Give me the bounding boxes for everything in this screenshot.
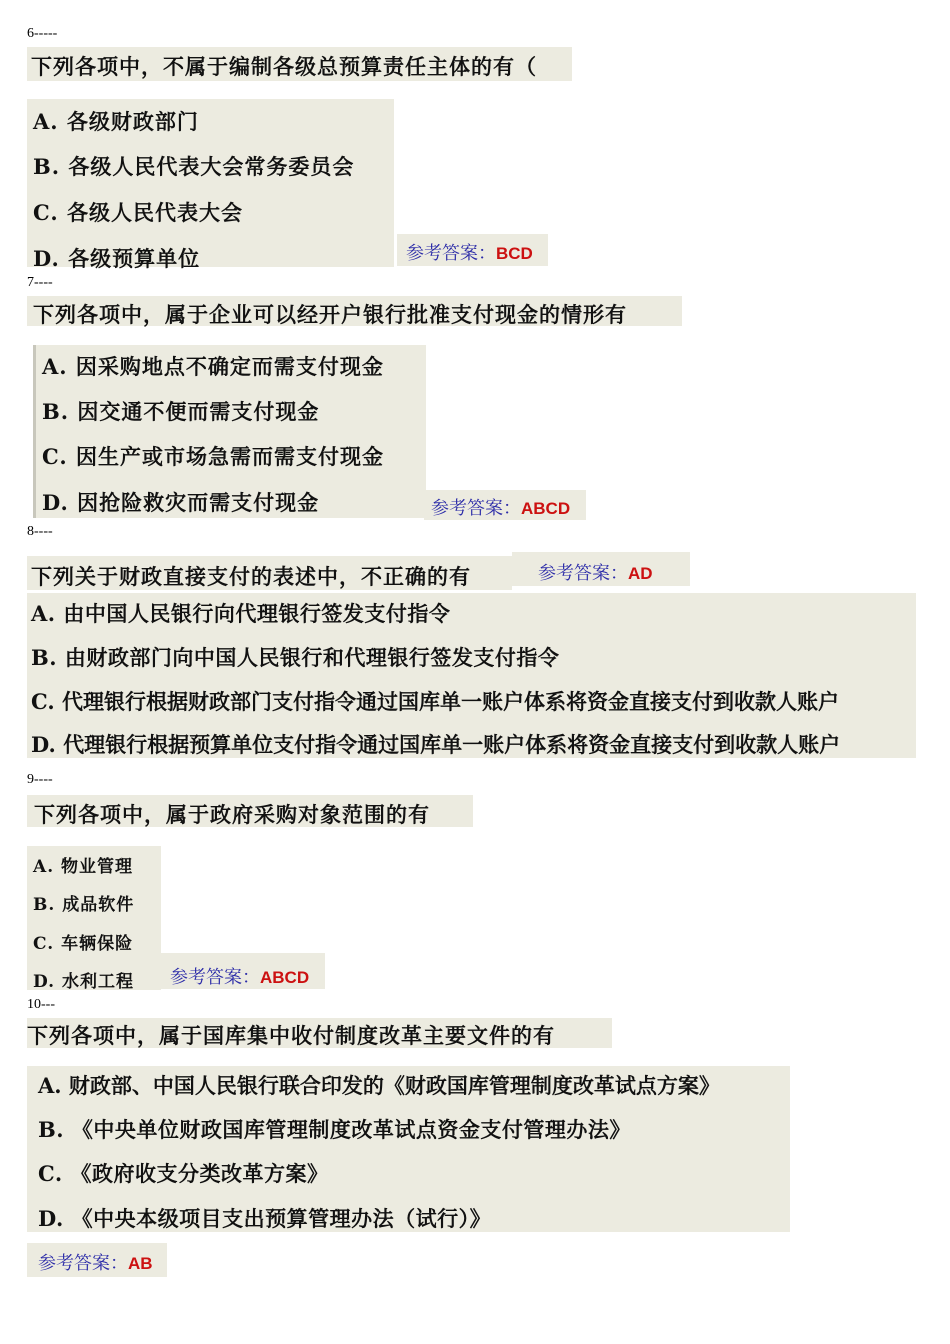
question-8-option-d: D. 代理银行根据预算单位支付指令通过国库单一账户体系将资金直接支付到收款人账户 bbox=[31, 732, 841, 757]
answer-label: 参考答案： bbox=[406, 243, 496, 264]
question-6-stem: 下列各项中，不属于编制各级总预算责任主体的有（ bbox=[31, 54, 537, 79]
question-7-option-c: C. 因生产或市场急需而需支付现金 bbox=[42, 444, 384, 469]
question-7-option-a: A. 因采购地点不确定而需支付现金 bbox=[42, 354, 384, 379]
question-10-option-d: D. 《中央本级项目支出预算管理办法（试行）》 bbox=[38, 1206, 492, 1231]
question-8-answer bbox=[538, 559, 653, 585]
question-10-number: 10--- bbox=[27, 997, 55, 1012]
answer-value: AB bbox=[128, 1254, 153, 1273]
question-7-number: 7---- bbox=[27, 275, 53, 290]
answer-value: AD bbox=[628, 564, 653, 583]
question-6-option-a: A. 各级财政部门 bbox=[33, 109, 199, 134]
question-10-option-c: C. 《政府收支分类改革方案》 bbox=[38, 1161, 329, 1186]
question-9-number: 9---- bbox=[27, 772, 53, 787]
answer-value: BCD bbox=[496, 244, 533, 263]
question-6-option-c: C. 各级人民代表大会 bbox=[33, 200, 243, 225]
question-8-number: 8---- bbox=[27, 524, 53, 539]
question-10-stem: 下列各项中，属于国库集中收付制度改革主要文件的有 bbox=[27, 1023, 555, 1048]
question-6-answer bbox=[406, 239, 533, 265]
answer-value: ABCD bbox=[521, 499, 571, 518]
question-6-option-b: B. 各级人民代表大会常务委员会 bbox=[33, 154, 355, 179]
question-7-stem: 下列各项中，属于企业可以经开户银行批准支付现金的情形有 bbox=[33, 302, 627, 327]
question-9-stem: 下列各项中，属于政府采购对象范围的有 bbox=[34, 802, 430, 827]
question-9-option-b: B. 成品软件 bbox=[33, 895, 135, 915]
question-8-stem: 下列关于财政直接支付的表述中，不正确的有 bbox=[31, 564, 471, 589]
question-9-option-c: C. 车辆保险 bbox=[33, 934, 134, 954]
question-8-option-c: C. 代理银行根据财政部门支付指令通过国库单一账户体系将资金直接支付到收款人账户 bbox=[31, 689, 839, 714]
question-8-option-a: A. 由中国人民银行向代理银行签发支付指令 bbox=[31, 601, 451, 626]
question-6-number: 6----- bbox=[27, 26, 58, 41]
answer-value: ABCD bbox=[260, 968, 310, 987]
question-10-answer bbox=[38, 1249, 153, 1275]
question-9-option-a: A. 物业管理 bbox=[33, 857, 134, 877]
answer-label: 参考答案： bbox=[538, 563, 628, 584]
question-6-option-d: D. 各级预算单位 bbox=[33, 246, 201, 271]
question-10-option-a: A. 财政部、中国人民银行联合印发的《财政国库管理制度改革试点方案》 bbox=[38, 1073, 720, 1098]
answer-label: 参考答案： bbox=[431, 498, 521, 519]
answer-label: 参考答案： bbox=[38, 1253, 128, 1274]
question-9-option-d: D. 水利工程 bbox=[33, 972, 134, 992]
question-8-option-b: B. 由财政部门向中国人民银行和代理银行签发支付指令 bbox=[31, 645, 560, 670]
question-7-option-b: B. 因交通不便而需支付现金 bbox=[42, 399, 320, 424]
question-7-answer bbox=[431, 494, 570, 520]
question-9-answer bbox=[170, 963, 309, 989]
answer-label: 参考答案： bbox=[170, 967, 260, 988]
question-10-option-b: B. 《中央单位财政国库管理制度改革试点资金支付管理办法》 bbox=[38, 1117, 631, 1142]
question-7-option-d: D. 因抢险救灾而需支付现金 bbox=[42, 490, 320, 515]
